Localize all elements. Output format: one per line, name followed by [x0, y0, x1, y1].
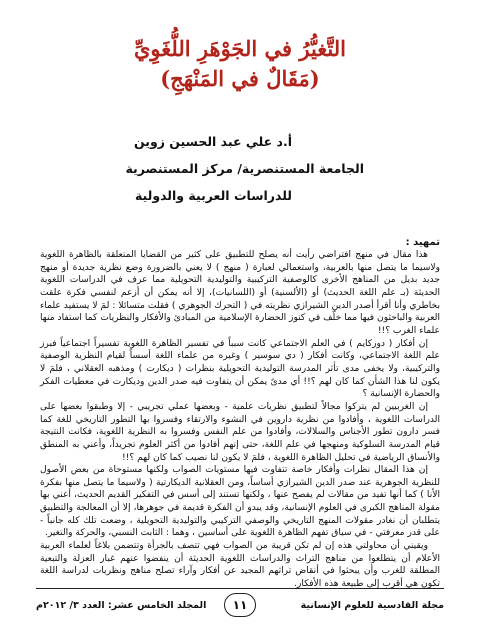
paragraph: إن الغربيين لم يتركوا مجالاً لتطبيق نظريات علمية - وبعضها عملي تجريبي - إلا وطبقوا بعضها على الدراسات اللغوية ، وأفادوا من نظرية داروين في النشوء والارتقاء وفسروا بها التطور التاريخي للغة كما فسر دارون تطور الأجناس والسلالات، وأفادوا من علم النفس وفسروا به النظرية اللغوية، فكانت النتيجة قيام المدرسة السلوكية ومنهجها في علم اللغة، حتى إنهم أفادوا من أكثر العلوم تجريداً، وأعني به المنطق والأنساق الرياضية في تحليل الظاهرة اللغوية ، فلمَ لا يكون لنا نصيب كما كان لهم ؟!!	[40, 401, 440, 463]
article-subtitle: (مَقَالٌ في المَنْهَجِ)	[160, 66, 320, 91]
author-center: للدراسات العربية والدولية	[134, 188, 292, 203]
author-affiliation: الجامعة المستنصرية/ مركز المستنصرية	[125, 161, 364, 176]
author-block	[114, 128, 364, 209]
page-number: ١١	[224, 593, 256, 617]
paragraph: إن هذا المقال نظرات وأفكار خاصة تتفاوت فيها مستويات الصواب ولكنها مستوحاة من بعض الأصول للنظرية الجوهرية عند صدر الدين الشيرازي أساساً، ومن العقلانية الديكارتية ( ولاسيما ما يتصل منها بفكرة الأنا ) كما أنها تفيد من مقالات لم يفصح عنها ، ولكنها تستند إلى أسس في التفكير القديم الحديث، أعني بها مقولة المناهج الكبرى في العلوم الإنسانية، وقد يبدو أن الفكرة قديمة في جوهرها، إلا أن المعالجة والتطبيق يتطلبان أن نغادر مقولات المنهج التاريخي والوصفي التركيبي والتوليدية التحويلية ، وضعت تلك كله جانباً - على قدر معرفتي - في سياق تفهم الظاهرة اللغوية على أساسين ، وهما : الثابت النسبي، والحركة والتغير.	[40, 465, 440, 539]
title-block	[0, 34, 480, 94]
section-heading: تمهيد :	[405, 237, 440, 248]
page-footer	[36, 588, 444, 622]
article-title: التَّغيُّرُ في الجَوْهَرِ اللُّغَوِيِّ	[134, 36, 346, 61]
volume-info: المجلد الخامس عشر: العدد ٣/ ٢٠١٢م	[36, 600, 207, 611]
journal-name: مجلة القادسية للعلوم الإنسانية	[300, 600, 444, 611]
paragraph: هذا مقال في منهج افتراضي رأيت أنه يصلح للتطبيق على كثير من القضايا المتعلقة بالظاهرة اللغوية ولاسيما ما يتصل منها بالعربية، واستعمالي لعبارة ( منهج ) لا يعني بالضرورة وضع نظرية جديدة أو منهج جديد بديل من المناهج الأخرى كالوصفية التركيبية والتوليدية التحويلية مما عرف في الدراسات اللغوية الحديثة (بـ علم اللغة الحديث) أو (الألسنية) أو (اللسانيات)، إلا أنه يمكن أن أزعم لنفسي فكرة علقت بخاطري وأنا أقرأ أصدر الدين الشيرازي نظريته في ( التحرك الجوهري ) فقلت متسائلا : لمَ لا يستفيد علماء العربية والباحثون فيها مما خلّف في كنوز الحضارة الإسلامية من المبادئ والأفكار والنظريات كما استفاد منها علماء الغرب ؟!!	[40, 250, 440, 336]
author-name: أ.د علي عبد الحسين زوين	[134, 134, 292, 149]
paragraph: ويقيني أن محاولتي هذه إن لم تكن قريبة من الصواب فهي تتصف بالجرأة وتتضمن بلاغاً لعلماء العربية الأعلام أن يتطلعوا من مناهج التراث والدراسات اللغوية الحديثة أن ينفضوا عنهم غبار العزلة والتبعية المطلقة للغرب وأن يبحثوا في أنقاض تراثهم المجيد عن أفكار وآراء تصلح مناهج ونظريات لدراسة اللغة تكون هي أقرب إلى طبيعة هذه الأفكار.	[40, 541, 440, 590]
footer-divider	[36, 588, 444, 589]
article-body	[40, 236, 440, 591]
paragraph: إن أفكار ( دوركايم ) في العلم الاجتماعي كانت سبباً في تفسير الظاهرة اللغوية تفسيراً اجتماعياً فبرز علم اللغة الاجتماعي، وكانت أفكار ( دي سوسير ) وغيره من علماء اللغة أسساً لقيام النظرية الوصفية والتركيبية، ولا يخفى مدى تأثر المدرسة التوليدية التحويلية بنظرات ( ديكارت ) ومذهبه العقلاني ، فلمَ لا يكون لنا هذا الشأن كما كان لهم ؟!! أي مدىً يمكن أن يتفاوت فيه صدر الدين وديكارت في معطيات الفكر والحضارة الإنسانية ؟	[40, 338, 440, 400]
